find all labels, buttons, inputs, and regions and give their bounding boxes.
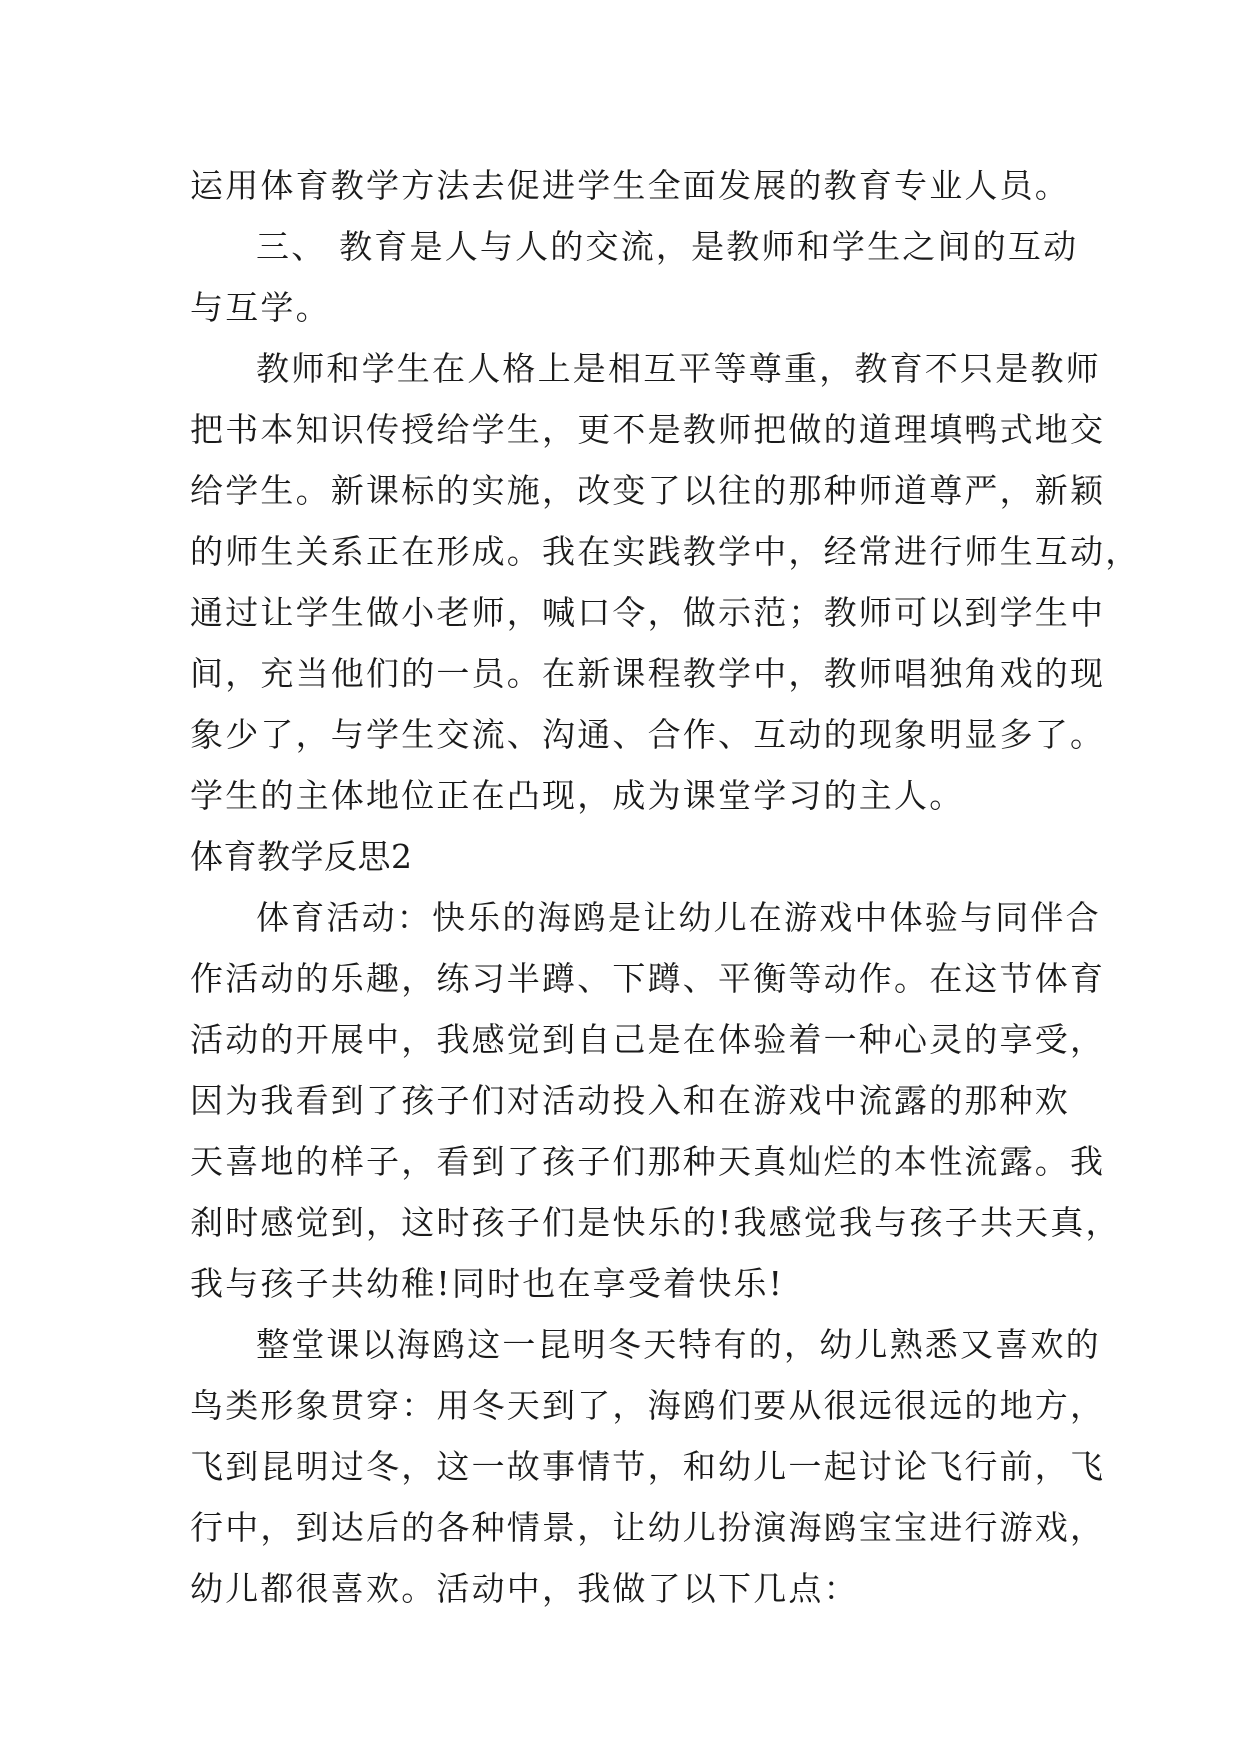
- paragraph-line: 刹时感觉到，这时孩子们是快乐的!我感觉我与孩子共天真，: [190, 1203, 1121, 1242]
- paragraph-line: 象少了，与学生交流、沟通、合作、互动的现象明显多了。: [190, 715, 1106, 754]
- section-three-line: 与互学。: [190, 288, 331, 327]
- paragraph-line: 把书本知识传授给学生，更不是教师把做的道理填鸭式地交: [190, 410, 1106, 449]
- section-heading: 体育教学反思2: [190, 837, 413, 876]
- paragraph-line: 飞到昆明过冬，这一故事情节，和幼儿一起讨论飞行前，飞: [190, 1447, 1106, 1486]
- paragraph-line: 幼儿都很喜欢。活动中，我做了以下几点：: [190, 1569, 859, 1608]
- paragraph-line: 活动的开展中，我感觉到自己是在体验着一种心灵的享受，: [190, 1020, 1106, 1059]
- paragraph-line: 运用体育教学方法去促进学生全面发展的教育专业人员。: [190, 166, 1070, 205]
- paragraph-line: 我与孩子共幼稚!同时也在享受着快乐!: [190, 1264, 785, 1303]
- paragraph-line: 通过让学生做小老师，喊口令，做示范；教师可以到学生中: [190, 593, 1106, 632]
- paragraph-line: 因为我看到了孩子们对活动投入和在游戏中流露的那种欢: [190, 1081, 1070, 1120]
- paragraph-line: 给学生。新课标的实施，改变了以往的那种师道尊严，新颖: [190, 471, 1106, 510]
- paragraph-line: 行中，到达后的各种情景，让幼儿扮演海鸥宝宝进行游戏，: [190, 1508, 1106, 1547]
- paragraph-line: 的师生关系正在形成。我在实践教学中，经常进行师生互动，: [190, 532, 1141, 571]
- paragraph-line: 学生的主体地位正在凸现，成为课堂学习的主人。: [190, 776, 965, 815]
- paragraph-line: 鸟类形象贯穿：用冬天到了，海鸥们要从很远很远的地方，: [190, 1386, 1106, 1425]
- paragraph-line: 体育活动：快乐的海鸥是让幼儿在游戏中体验与同伴合: [256, 898, 1101, 937]
- paragraph-line: 间，充当他们的一员。在新课程教学中，教师唱独角戏的现: [190, 654, 1106, 693]
- paragraph-line: 教师和学生在人格上是相互平等尊重，教育不只是教师: [256, 349, 1101, 388]
- paragraph-line: 作活动的乐趣，练习半蹲、下蹲、平衡等动作。在这节体育: [190, 959, 1106, 998]
- paragraph-line: 天喜地的样子，看到了孩子们那种天真灿烂的本性流露。我: [190, 1142, 1106, 1181]
- section-three-line: 三、 教育是人与人的交流，是教师和学生之间的互动: [256, 227, 1079, 266]
- document-body: [190, 155, 1141, 1619]
- paragraph-line: 整堂课以海鸥这一昆明冬天特有的，幼儿熟悉又喜欢的: [256, 1325, 1101, 1364]
